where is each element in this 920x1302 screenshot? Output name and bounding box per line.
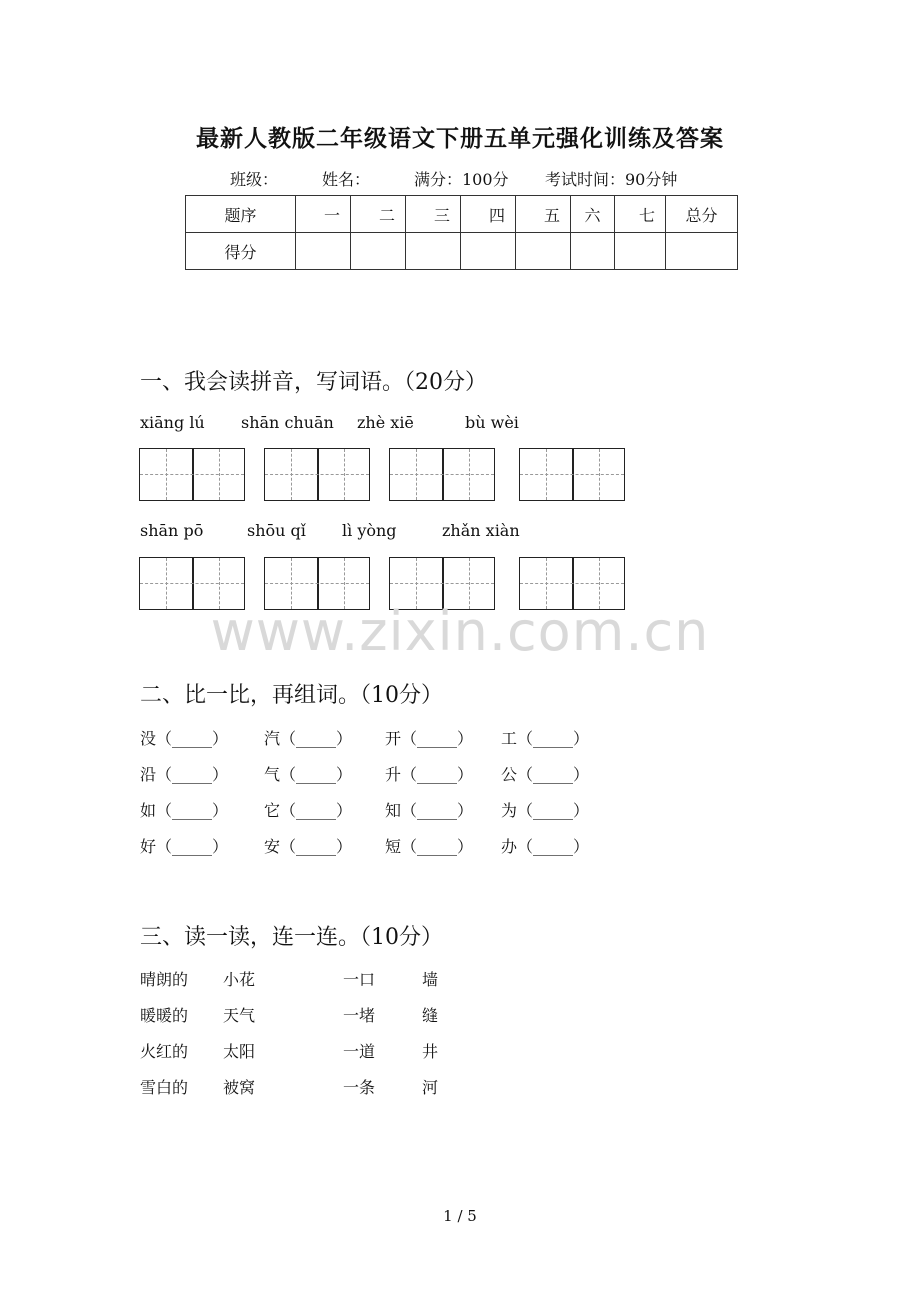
pinyin-label: bù wèi — [465, 413, 519, 432]
pinyin-label: lì yòng — [342, 521, 397, 540]
page-number: 1 / 5 — [443, 1207, 477, 1225]
score-input-cell[interactable] — [666, 233, 738, 270]
word-blank-item: 它（_____） — [264, 801, 353, 820]
match-item[interactable]: 一堵 — [343, 1006, 376, 1025]
word-blank-item: 好（_____） — [140, 837, 229, 856]
score-input-cell[interactable] — [351, 233, 406, 270]
match-item[interactable]: 天气 — [223, 1006, 256, 1025]
word-blank-item: 气（_____） — [264, 765, 353, 784]
match-item[interactable]: 晴朗的 — [140, 970, 189, 989]
match-item[interactable]: 暖暖的 — [140, 1006, 189, 1025]
score-input-cell[interactable] — [516, 233, 571, 270]
section-1-heading: 一、我会读拼音，写词语。（20分） — [140, 370, 487, 395]
word-blank-item: 汽（_____） — [264, 729, 353, 748]
match-item[interactable]: 雪白的 — [140, 1078, 189, 1097]
word-blank-item: 公（_____） — [501, 765, 590, 784]
writing-grid[interactable] — [139, 448, 245, 501]
section-2-heading: 二、比一比，再组词。（10分） — [140, 683, 443, 708]
word-blank-item: 如（_____） — [140, 801, 229, 820]
score-input-cell[interactable] — [406, 233, 461, 270]
exam-time-label: 考试时间：90分钟 — [545, 170, 678, 189]
writing-grid[interactable] — [264, 448, 370, 501]
word-blank-item: 短（_____） — [385, 837, 474, 856]
score-cell: 一 — [296, 196, 351, 233]
word-blank-item: 工（_____） — [501, 729, 590, 748]
match-item[interactable]: 火红的 — [140, 1042, 189, 1061]
score-cell: 题序 — [186, 196, 296, 233]
pinyin-label: shān chuān — [241, 413, 334, 432]
pinyin-label: zhǎn xiàn — [442, 521, 520, 540]
score-table-header-row — [186, 196, 738, 233]
class-label: 班级： — [230, 170, 279, 189]
match-item[interactable]: 缝 — [422, 1006, 439, 1025]
pinyin-label: shōu qǐ — [247, 521, 306, 540]
word-blank-item: 没（_____） — [140, 729, 229, 748]
pinyin-label: zhè xiē — [357, 413, 414, 432]
section-3-heading: 三、读一读，连一连。（10分） — [140, 925, 443, 950]
pinyin-label: shān pō — [140, 521, 204, 540]
match-item[interactable]: 河 — [422, 1078, 439, 1097]
match-item[interactable]: 一道 — [343, 1042, 376, 1061]
score-cell: 七 — [615, 196, 666, 233]
match-item[interactable]: 井 — [422, 1042, 439, 1061]
match-item[interactable]: 太阳 — [223, 1042, 256, 1061]
score-input-cell[interactable] — [615, 233, 666, 270]
score-cell: 二 — [351, 196, 406, 233]
name-label: 姓名： — [322, 170, 371, 189]
word-blank-item: 知（_____） — [385, 801, 474, 820]
word-blank-item: 升（_____） — [385, 765, 474, 784]
match-item[interactable]: 被窝 — [223, 1078, 256, 1097]
watermark: www.zixin.com.cn — [210, 600, 710, 663]
full-score-label: 满分：100分 — [414, 170, 509, 189]
word-blank-item: 开（_____） — [385, 729, 474, 748]
writing-grid[interactable] — [389, 448, 495, 501]
match-item[interactable]: 一口 — [343, 970, 376, 989]
word-blank-item: 沿（_____） — [140, 765, 229, 784]
match-item[interactable]: 墙 — [422, 970, 439, 989]
score-cell: 六 — [571, 196, 615, 233]
score-table-score-row — [186, 233, 738, 270]
match-item[interactable]: 一条 — [343, 1078, 376, 1097]
word-blank-item: 办（_____） — [501, 837, 590, 856]
score-cell: 五 — [516, 196, 571, 233]
score-cell: 得分 — [186, 233, 296, 270]
word-blank-item: 为（_____） — [501, 801, 590, 820]
word-blank-item: 安（_____） — [264, 837, 353, 856]
match-item[interactable]: 小花 — [223, 970, 256, 989]
score-input-cell[interactable] — [461, 233, 516, 270]
page-title: 最新人教版二年级语文下册五单元强化训练及答案 — [196, 125, 724, 152]
score-input-cell[interactable] — [571, 233, 615, 270]
score-cell: 三 — [406, 196, 461, 233]
writing-grid[interactable] — [519, 448, 625, 501]
score-cell: 总分 — [666, 196, 738, 233]
pinyin-label: xiāng lú — [140, 413, 205, 432]
score-table — [185, 195, 738, 270]
score-input-cell[interactable] — [296, 233, 351, 270]
score-cell: 四 — [461, 196, 516, 233]
